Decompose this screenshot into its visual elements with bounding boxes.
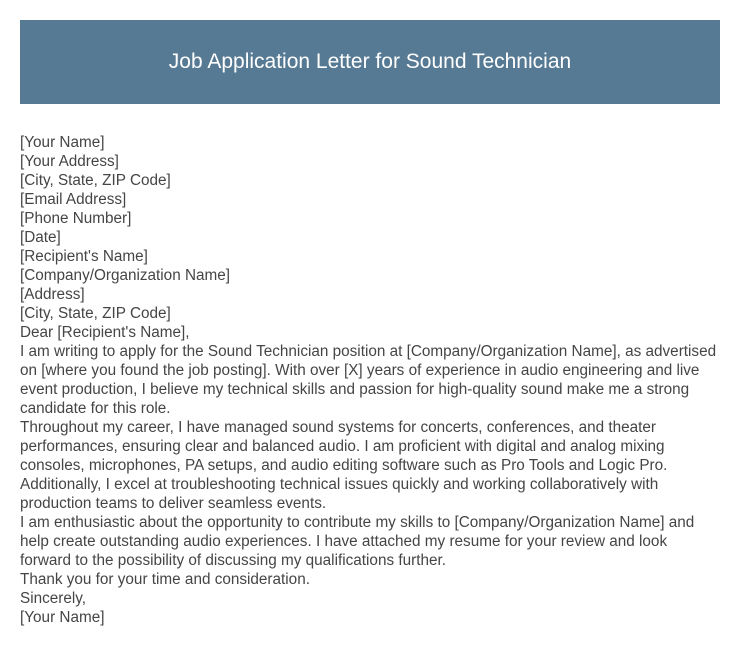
letter-date: [Date] — [20, 229, 61, 246]
recipient-company: [Company/Organization Name] — [20, 267, 231, 284]
page-title: Job Application Letter for Sound Technician — [168, 50, 572, 73]
recipient-name: [Recipient's Name] — [20, 248, 148, 265]
sender-city-state-zip: [City, State, ZIP Code] — [20, 172, 171, 189]
signature: [Your Name] — [20, 609, 105, 626]
paragraph-thanks: Thank you for your time and consideration. — [20, 571, 310, 588]
salutation: Dear [Recipient's Name], — [20, 324, 190, 341]
page-header — [20, 20, 720, 104]
sender-phone: [Phone Number] — [20, 210, 132, 227]
closing: Sincerely, — [20, 590, 87, 607]
paragraph-experience: Throughout my career, I have managed sound systems for concerts, conferences, and theater performances, ensuring clear and balanced audio. I am proficient with digital and analog mixing consoles, microphones, PA setups, and audio editing software such as Pro Tools and Logic Pro. Additionally, I excel at troubleshooting technical issues quickly and working collaboratively with production teams to deliver seamless events. — [20, 419, 668, 512]
sender-address: [Your Address] — [20, 153, 119, 170]
recipient-address: [Address] — [20, 286, 85, 303]
letter-body — [20, 133, 720, 627]
sender-email: [Email Address] — [20, 191, 127, 208]
paragraph-enthusiasm: I am enthusiastic about the opportunity to contribute my skills to [Company/Organization Name] and help create outstanding audio experiences. I have attached my resume for your review and look forward to the possibility of discussing my qualifications further. — [20, 514, 695, 569]
sender-name: [Your Name] — [20, 134, 105, 151]
paragraph-intro: I am writing to apply for the Sound Technician position at [Company/Organization Name], as advertised on [where you found the job posting]. With over [X] years of experience in audio engineering and live event production, I believe my technical skills and passion for high-quality sound make me a strong candidate for this role. — [20, 343, 717, 417]
recipient-city-state-zip: [City, State, ZIP Code] — [20, 305, 171, 322]
